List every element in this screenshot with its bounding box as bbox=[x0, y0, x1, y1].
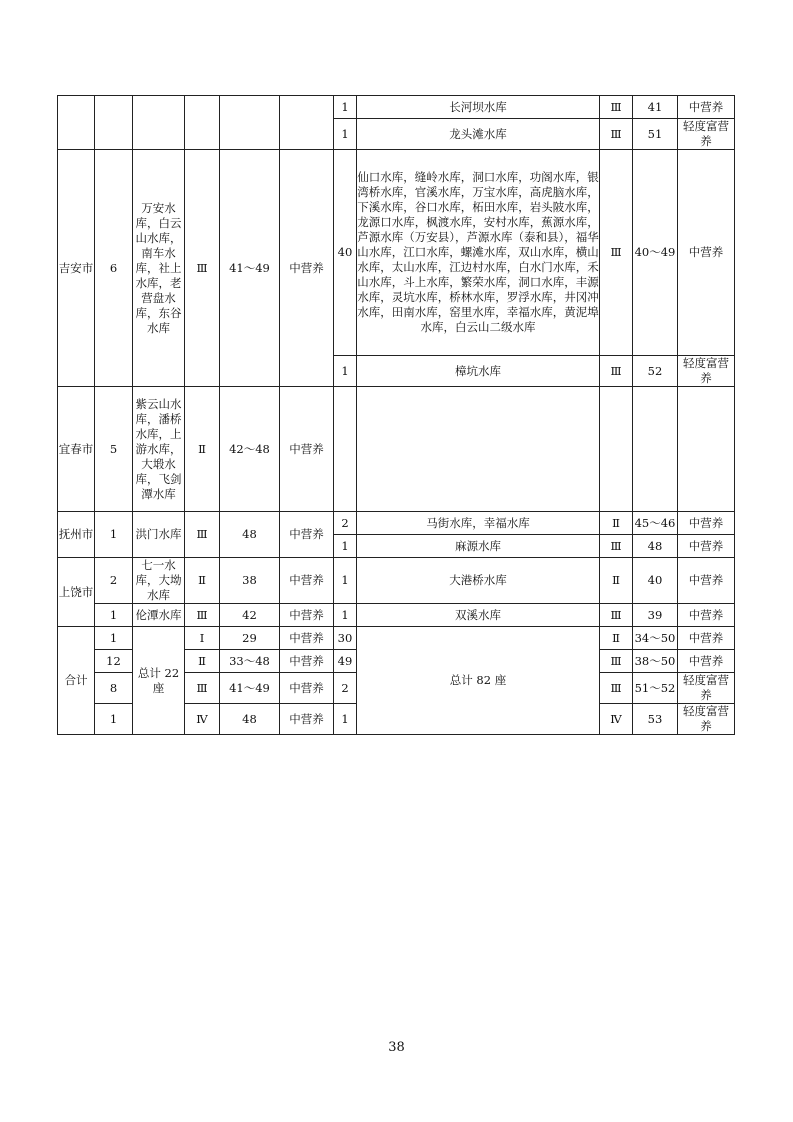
grade-b-cell: Ⅲ bbox=[600, 119, 633, 150]
count-a-cell: 8 bbox=[95, 673, 133, 704]
tli-b-cell bbox=[633, 387, 678, 512]
reservoirs-a-cell: 万安水库，白云山水库，南车水库，社上水库，老营盘水库，东谷水库 bbox=[133, 150, 185, 387]
count-b-cell: 30 bbox=[334, 627, 357, 650]
total-label-cell: 合计 bbox=[58, 627, 95, 735]
grade-a-cell: Ⅰ bbox=[185, 627, 220, 650]
tli-a-cell: 41～49 bbox=[220, 150, 280, 387]
status-b-cell: 中营养 bbox=[678, 558, 735, 604]
grade-b-cell: Ⅲ bbox=[600, 96, 633, 119]
count-b-cell: 49 bbox=[334, 650, 357, 673]
status-b-cell: 中营养 bbox=[678, 627, 735, 650]
city-cell bbox=[58, 96, 95, 150]
status-a-cell: 中营养 bbox=[280, 704, 334, 735]
grade-a-cell: Ⅲ bbox=[185, 604, 220, 627]
grade-a-cell bbox=[185, 96, 220, 150]
reservoirs-b-cell: 长河坝水库 bbox=[357, 96, 600, 119]
tli-b-cell: 51 bbox=[633, 119, 678, 150]
reservoirs-a-cell: 洪门水库 bbox=[133, 512, 185, 558]
tli-b-cell: 53 bbox=[633, 704, 678, 735]
grade-b-cell: Ⅲ bbox=[600, 356, 633, 387]
tli-a-cell: 42 bbox=[220, 604, 280, 627]
grade-a-cell: Ⅲ bbox=[185, 673, 220, 704]
tli-b-cell: 45～46 bbox=[633, 512, 678, 535]
count-b-cell: 40 bbox=[334, 150, 357, 356]
table-row bbox=[58, 150, 735, 356]
status-b-cell: 轻度富营养 bbox=[678, 119, 735, 150]
count-a-cell: 5 bbox=[95, 387, 133, 512]
count-a-cell: 6 bbox=[95, 150, 133, 387]
status-b-cell: 中营养 bbox=[678, 150, 735, 356]
count-b-cell: 2 bbox=[334, 673, 357, 704]
grade-b-cell: Ⅱ bbox=[600, 512, 633, 535]
status-b-cell: 中营养 bbox=[678, 535, 735, 558]
status-b-cell: 轻度富营养 bbox=[678, 673, 735, 704]
count-b-cell: 1 bbox=[334, 356, 357, 387]
table-row bbox=[58, 627, 735, 650]
count-a-cell: 2 bbox=[95, 558, 133, 604]
page-number: 38 bbox=[388, 1040, 405, 1055]
grade-b-cell: Ⅲ bbox=[600, 604, 633, 627]
tli-a-cell: 48 bbox=[220, 704, 280, 735]
grade-b-cell: Ⅱ bbox=[600, 627, 633, 650]
count-b-cell: 1 bbox=[334, 535, 357, 558]
total-reservoirs-a-cell: 总计 22 座 bbox=[133, 627, 185, 735]
grade-b-cell: Ⅲ bbox=[600, 673, 633, 704]
status-a-cell: 中营养 bbox=[280, 150, 334, 387]
count-b-cell: 1 bbox=[334, 558, 357, 604]
status-a-cell bbox=[280, 96, 334, 150]
status-a-cell: 中营养 bbox=[280, 387, 334, 512]
tli-b-cell: 34～50 bbox=[633, 627, 678, 650]
reservoirs-b-cell: 仙口水库，缝岭水库，洞口水库，功阁水库，银湾桥水库，官溪水库，万宝水库，高虎脑水库，下溪水库，谷口水库，柘田水库，岩头陂水库，龙源口水库，枫渡水库，安村水库，蕉源水库，芦源水库（万安县），芦源水库（泰和县），福华山水库，江口水库，螺滩水库，双山水库，横山水库，太山水库，江边村水库，白水门水库，禾山水库，斗上水库，繁荣水库，洞口水库，丰源水库，灵坑水库，桥林水库，罗浮水库，井冈冲水库，田南水库，窑里水库，幸福水库，黄泥埠水库，白云山二级水库 bbox=[357, 150, 600, 356]
count-a-cell: 1 bbox=[95, 704, 133, 735]
status-b-cell bbox=[678, 387, 735, 512]
grade-a-cell: Ⅲ bbox=[185, 512, 220, 558]
table-row bbox=[58, 512, 735, 535]
tli-a-cell: 38 bbox=[220, 558, 280, 604]
reservoirs-b-cell: 马街水库，幸福水库 bbox=[357, 512, 600, 535]
status-a-cell: 中营养 bbox=[280, 673, 334, 704]
count-a-cell: 12 bbox=[95, 650, 133, 673]
count-b-cell: 1 bbox=[334, 704, 357, 735]
tli-b-cell: 40 bbox=[633, 558, 678, 604]
grade-b-cell: Ⅲ bbox=[600, 535, 633, 558]
grade-a-cell: Ⅱ bbox=[185, 387, 220, 512]
tli-a-cell: 42～48 bbox=[220, 387, 280, 512]
grade-b-cell: Ⅳ bbox=[600, 704, 633, 735]
count-b-cell bbox=[334, 387, 357, 512]
status-a-cell: 中营养 bbox=[280, 650, 334, 673]
status-b-cell: 中营养 bbox=[678, 604, 735, 627]
reservoirs-a-cell: 伦潭水库 bbox=[133, 604, 185, 627]
tli-a-cell: 33～48 bbox=[220, 650, 280, 673]
status-b-cell: 中营养 bbox=[678, 96, 735, 119]
reservoirs-b-cell: 大港桥水库 bbox=[357, 558, 600, 604]
table-row bbox=[58, 604, 735, 627]
count-b-cell: 2 bbox=[334, 512, 357, 535]
grade-b-cell: Ⅱ bbox=[600, 558, 633, 604]
tli-a-cell: 48 bbox=[220, 512, 280, 558]
tli-a-cell: 29 bbox=[220, 627, 280, 650]
count-b-cell: 1 bbox=[334, 119, 357, 150]
reservoirs-a-cell: 七一水库，大坳水库 bbox=[133, 558, 185, 604]
tli-b-cell: 51～52 bbox=[633, 673, 678, 704]
status-a-cell: 中营养 bbox=[280, 512, 334, 558]
table-row bbox=[58, 387, 735, 512]
status-b-cell: 轻度富营养 bbox=[678, 704, 735, 735]
count-a-cell bbox=[95, 96, 133, 150]
tli-b-cell: 40～49 bbox=[633, 150, 678, 356]
grade-a-cell: Ⅳ bbox=[185, 704, 220, 735]
count-a-cell: 1 bbox=[95, 627, 133, 650]
reservoirs-a-cell bbox=[133, 96, 185, 150]
grade-b-cell bbox=[600, 387, 633, 512]
reservoirs-b-cell bbox=[357, 387, 600, 512]
reservoirs-b-cell: 樟坑水库 bbox=[357, 356, 600, 387]
tli-a-cell bbox=[220, 96, 280, 150]
city-cell: 上饶市 bbox=[58, 558, 95, 627]
grade-a-cell: Ⅱ bbox=[185, 650, 220, 673]
status-a-cell: 中营养 bbox=[280, 627, 334, 650]
reservoir-nutrition-table bbox=[57, 95, 735, 735]
grade-a-cell: Ⅲ bbox=[185, 150, 220, 387]
city-cell: 吉安市 bbox=[58, 150, 95, 387]
table-row bbox=[58, 558, 735, 604]
grade-b-cell: Ⅲ bbox=[600, 150, 633, 356]
city-cell: 宜春市 bbox=[58, 387, 95, 512]
status-a-cell: 中营养 bbox=[280, 604, 334, 627]
count-a-cell: 1 bbox=[95, 604, 133, 627]
status-a-cell: 中营养 bbox=[280, 558, 334, 604]
status-b-cell: 中营养 bbox=[678, 512, 735, 535]
table-row bbox=[58, 96, 735, 119]
count-a-cell: 1 bbox=[95, 512, 133, 558]
grade-a-cell: Ⅱ bbox=[185, 558, 220, 604]
city-cell: 抚州市 bbox=[58, 512, 95, 558]
status-b-cell: 轻度富营养 bbox=[678, 356, 735, 387]
count-b-cell: 1 bbox=[334, 604, 357, 627]
grade-b-cell: Ⅲ bbox=[600, 650, 633, 673]
tli-a-cell: 41～49 bbox=[220, 673, 280, 704]
tli-b-cell: 38～50 bbox=[633, 650, 678, 673]
tli-b-cell: 48 bbox=[633, 535, 678, 558]
total-reservoirs-b-cell: 总计 82 座 bbox=[357, 627, 600, 735]
status-b-cell: 中营养 bbox=[678, 650, 735, 673]
count-b-cell: 1 bbox=[334, 96, 357, 119]
tli-b-cell: 39 bbox=[633, 604, 678, 627]
reservoirs-b-cell: 麻源水库 bbox=[357, 535, 600, 558]
tli-b-cell: 52 bbox=[633, 356, 678, 387]
reservoirs-b-cell: 双溪水库 bbox=[357, 604, 600, 627]
reservoirs-b-cell: 龙头滩水库 bbox=[357, 119, 600, 150]
tli-b-cell: 41 bbox=[633, 96, 678, 119]
reservoirs-a-cell: 紫云山水库，潘桥水库，上游水库，大塅水库，飞剑潭水库 bbox=[133, 387, 185, 512]
